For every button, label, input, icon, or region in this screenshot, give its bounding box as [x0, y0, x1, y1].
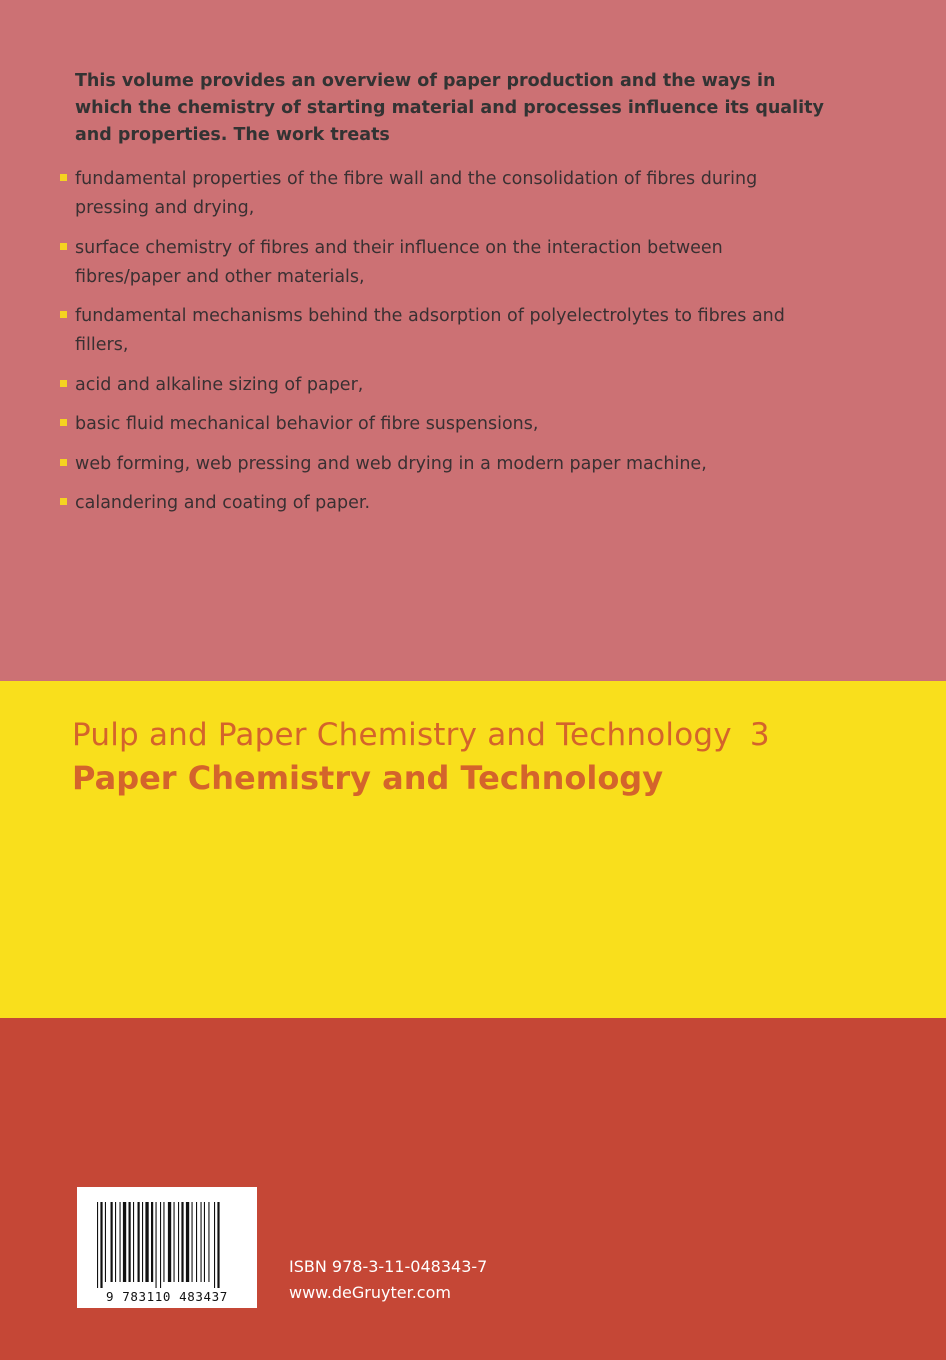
barcode-bar: [105, 1202, 106, 1282]
list-item-text: web forming, web pressing and web drying in a modern paper machine,: [75, 453, 707, 474]
barcode-bar: [123, 1202, 126, 1282]
barcode-bar: [160, 1202, 161, 1288]
series-title: [72, 714, 872, 756]
list-item-text: fundamental mechanisms behind the adsorption of polyelectrolytes to fibres and fillers,: [75, 306, 785, 355]
barcode-bar: [138, 1202, 140, 1282]
list-item: [60, 302, 820, 360]
topic-list: [60, 165, 820, 529]
barcode-bar: [151, 1202, 153, 1282]
barcode-bar: [181, 1202, 183, 1282]
list-item-text: calandering and coating of paper.: [75, 493, 371, 513]
list-item-text: fundamental properties of the fibre wall and the consolidation of fibres during pressing and drying,: [75, 169, 758, 218]
barcode-bar: [208, 1202, 209, 1282]
list-item: [60, 489, 820, 518]
barcode-bar: [97, 1202, 98, 1288]
bullet-icon: [60, 498, 67, 505]
barcode-bar: [115, 1202, 116, 1282]
barcode-bar: [168, 1202, 171, 1282]
book-title: Paper Chemistry and Technology: [72, 759, 664, 797]
barcode-bar: [217, 1202, 219, 1288]
list-item: [60, 234, 820, 292]
publisher-url[interactable]: www.deGruyter.com: [289, 1283, 451, 1302]
list-item: [60, 371, 820, 400]
intro-text: This volume provides an overview of paper production and the ways in which the chemistry of starting material and processes influence its quality and properties. The work treats: [75, 71, 824, 145]
series-name: Pulp and Paper Chemistry and Technology: [72, 717, 732, 753]
bullet-icon: [60, 459, 67, 466]
barcode-bar: [196, 1202, 197, 1282]
barcode-bar: [142, 1202, 143, 1282]
list-item-text: acid and alkaline sizing of paper,: [75, 374, 364, 395]
list-item: [60, 410, 820, 439]
barcode-bar: [120, 1202, 121, 1282]
barcode-bar: [214, 1202, 215, 1288]
barcode-bar: [133, 1202, 134, 1282]
list-item-text: basic fluid mechanical behavior of fibre suspensions,: [75, 414, 539, 434]
bullet-icon: [60, 174, 67, 181]
list-item-text: surface chemistry of fibres and their influence on the interaction between fibres/paper and other materials,: [75, 237, 723, 287]
barcode-bar: [163, 1202, 164, 1282]
list-item: [60, 450, 820, 479]
isbn: ISBN 978-3-11-048343-7: [289, 1257, 488, 1276]
barcode-bar: [111, 1202, 113, 1282]
barcode-icon: [77, 1187, 257, 1308]
bullet-icon: [60, 419, 67, 426]
barcode-bar: [201, 1202, 202, 1282]
barcode-bar: [129, 1202, 131, 1282]
barcode-digits: 9 783110 483437: [106, 1289, 228, 1304]
barcode-bar: [174, 1202, 175, 1282]
bullet-icon: [60, 311, 67, 318]
barcode-bar: [186, 1202, 189, 1282]
barcode-bar: [192, 1202, 193, 1282]
list-item: [60, 165, 820, 223]
bullet-icon: [60, 243, 67, 250]
barcode-bar: [178, 1202, 179, 1282]
bullet-icon: [60, 380, 67, 387]
barcode-bar: [156, 1202, 157, 1288]
barcode: [77, 1187, 257, 1308]
series-volume: 3: [749, 717, 770, 753]
barcode-bar: [204, 1202, 205, 1282]
barcode-bar: [145, 1202, 148, 1282]
barcode-bar: [100, 1202, 102, 1288]
